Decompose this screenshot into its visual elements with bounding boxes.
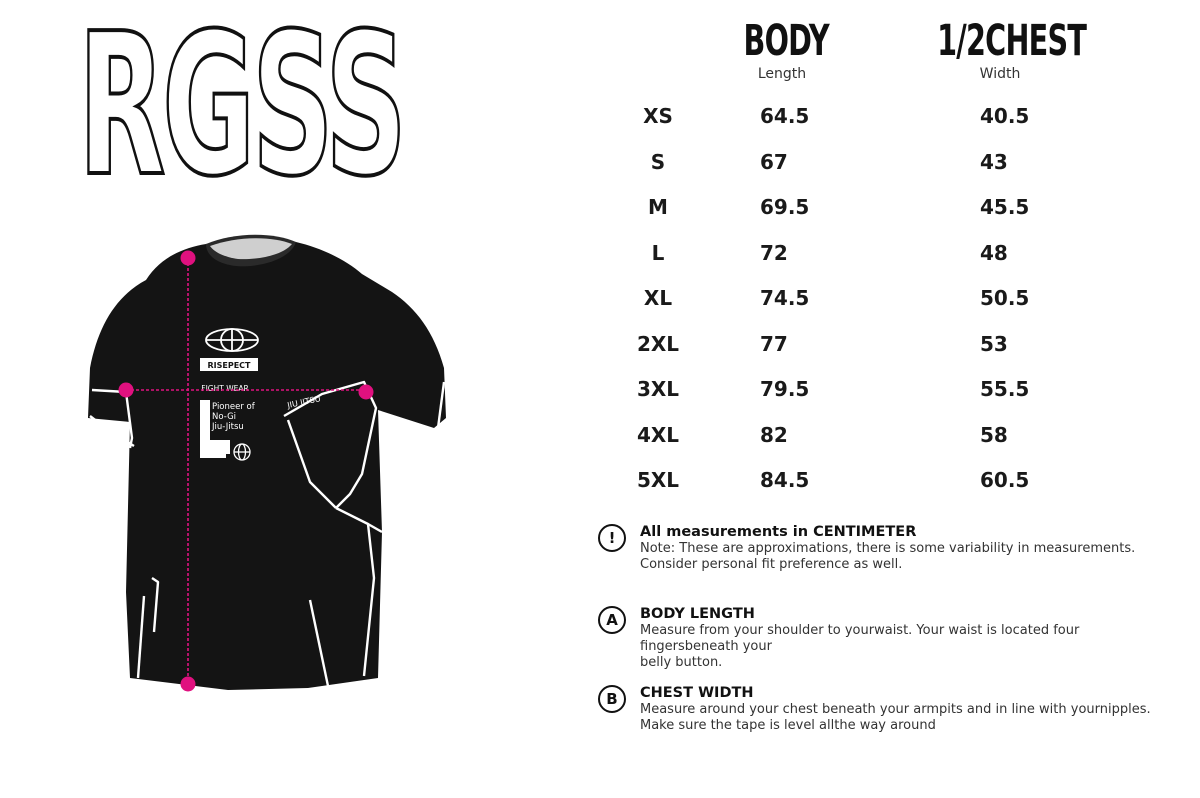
letter-a-icon: A bbox=[598, 606, 626, 634]
exclamation-icon: ! bbox=[598, 524, 626, 552]
body-length-cell: 69.5 bbox=[760, 195, 810, 219]
body-header-subtitle: Length bbox=[757, 66, 807, 82]
table-row bbox=[600, 366, 1160, 412]
half-chest-cell: 48 bbox=[980, 240, 1008, 265]
marker-b-right bbox=[359, 385, 373, 399]
half-chest-cell: 40.5 bbox=[980, 104, 1030, 128]
print-line1-text: Pioneer of bbox=[212, 402, 255, 412]
half-chest-cell: 43 bbox=[980, 149, 1008, 174]
half-chest-cell: 45.5 bbox=[980, 195, 1030, 219]
note-line: Note: These are approximations, there is some variability in measurements. bbox=[640, 541, 1136, 556]
print-line2-text: No-Gi bbox=[212, 412, 237, 422]
body-header-title: BODY bbox=[743, 16, 829, 66]
table-row bbox=[600, 230, 1160, 276]
note-line: Consider personal fit preference as well. bbox=[640, 557, 903, 572]
table-row bbox=[600, 275, 1160, 321]
body-length-cell: 77 bbox=[760, 331, 788, 356]
size-cell: 5XL bbox=[636, 468, 680, 492]
half-chest-header bbox=[915, 16, 1087, 82]
size-cell: M bbox=[648, 195, 668, 219]
chest-header-subtitle: Width bbox=[979, 66, 1021, 82]
table-row bbox=[600, 139, 1160, 185]
marker-b-left bbox=[119, 383, 133, 397]
print-brand-text: RISEPECT bbox=[207, 361, 251, 370]
chest-header-title: 1/2CHEST bbox=[937, 16, 1087, 66]
note-title: CHEST WIDTH bbox=[640, 685, 754, 701]
half-chest-cell: 58 bbox=[980, 422, 1008, 447]
half-chest-cell: 53 bbox=[980, 331, 1008, 356]
body-length-cell: 72 bbox=[760, 240, 788, 265]
table-row bbox=[600, 93, 1160, 139]
table-row bbox=[600, 184, 1160, 230]
size-cell: 4XL bbox=[636, 422, 680, 447]
note-line: Measure around your chest beneath your armpits and in line with yournipples. bbox=[640, 702, 1151, 717]
table-row bbox=[600, 321, 1160, 367]
sleeve-text: JIU JITSU bbox=[286, 394, 322, 410]
print-line3-text: Jiu-Jitsu bbox=[212, 422, 244, 432]
print-tag-text: FIGHT WEAR bbox=[201, 384, 249, 393]
marker-a-top bbox=[181, 251, 195, 265]
note-line: belly button. bbox=[640, 655, 723, 670]
body-length-cell: 67 bbox=[760, 149, 788, 174]
letter-b-icon: B bbox=[598, 685, 626, 713]
body-length-cell: 74.5 bbox=[760, 286, 810, 310]
size-cell: 2XL bbox=[636, 331, 680, 356]
table-row bbox=[600, 412, 1160, 458]
rashguard-illustration bbox=[78, 232, 458, 697]
note-line: Make sure the tape is level allthe way around bbox=[640, 718, 936, 733]
size-cell: XL bbox=[643, 286, 673, 310]
body-length-cell: 64.5 bbox=[760, 104, 810, 128]
body-length-cell: 79.5 bbox=[760, 377, 810, 401]
half-chest-cell: 55.5 bbox=[980, 377, 1030, 401]
marker-a-bottom bbox=[181, 677, 195, 691]
size-cell: S bbox=[650, 149, 666, 174]
note-line: Measure from your shoulder to yourwaist. Your waist is located four fingersbeneath your bbox=[640, 623, 1080, 654]
half-chest-cell: 60.5 bbox=[980, 468, 1030, 492]
table-row bbox=[600, 457, 1160, 503]
note-title: All measurements in CENTIMETER bbox=[640, 524, 917, 540]
body-length-cell: 82 bbox=[760, 422, 788, 447]
body-length-header bbox=[730, 16, 834, 82]
size-cell: XS bbox=[643, 104, 673, 128]
brand-title: RGSS bbox=[78, 0, 404, 220]
size-cell: 3XL bbox=[636, 377, 680, 401]
note-title: BODY LENGTH bbox=[640, 606, 755, 622]
size-cell: L bbox=[651, 240, 665, 265]
half-chest-cell: 50.5 bbox=[980, 286, 1030, 310]
globe-logo-icon bbox=[206, 329, 258, 351]
body-length-cell: 84.5 bbox=[760, 468, 810, 492]
